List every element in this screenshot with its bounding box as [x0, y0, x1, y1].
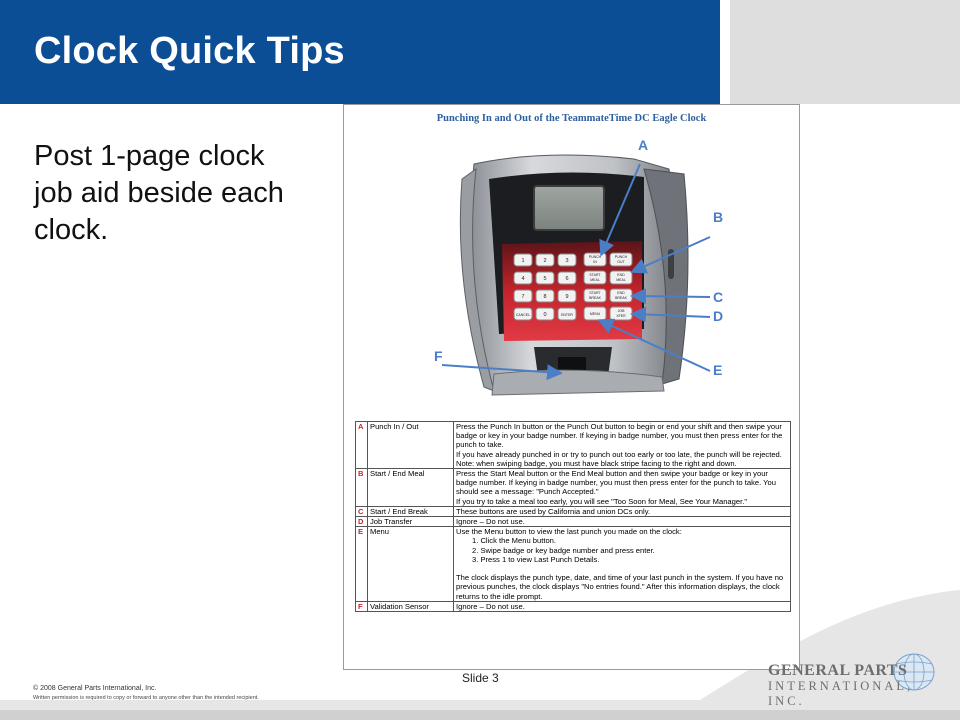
callout-b: B [713, 209, 724, 225]
svg-text:MENU: MENU [589, 312, 601, 316]
table-row [356, 422, 791, 469]
svg-text:JOB: JOB [617, 309, 625, 313]
svg-text:START: START [589, 273, 601, 277]
job-aid-table [355, 421, 791, 612]
svg-text:7: 7 [521, 294, 525, 300]
svg-text:PUNCH: PUNCH [614, 255, 628, 259]
row-description [454, 506, 791, 516]
table-row [356, 527, 791, 602]
description-line: 2. Swipe badge or key badge number and press enter. [472, 545, 655, 555]
svg-text:MEAL: MEAL [590, 278, 600, 282]
description-line: The clock displays the punch type, date, and time of your last punch in the system. If you have no previous punches, the clock displays "No entries found." After this information displays, the clock returns to the idle prompt. [456, 573, 784, 601]
callout-c: C [713, 289, 724, 305]
row-letter: A [356, 422, 368, 469]
row-description [454, 527, 791, 602]
description-line: 1. Click the Menu button. [472, 536, 556, 546]
copyright-text: © 2008 General Parts International, Inc. [33, 685, 157, 692]
table-row [356, 601, 791, 611]
svg-text:START: START [589, 291, 601, 295]
callout-a: A [638, 137, 649, 153]
row-description [454, 469, 791, 507]
svg-text:IN: IN [593, 260, 597, 264]
row-function: Start / End Break [368, 506, 454, 516]
description-line: Ignore – Do not use. [456, 517, 525, 527]
svg-text:2: 2 [543, 258, 547, 264]
header-gray-panel [730, 0, 960, 104]
svg-text:9: 9 [565, 294, 569, 300]
description-line: Press the Start Meal button or the End Meal button and then swipe your badge or key in your badge number. If keying in badge number, you must then press enter for the punch to take. You should see a message: "Punch Accepted." [456, 469, 776, 497]
company-logo [768, 652, 940, 708]
svg-text:XFER: XFER [616, 314, 626, 318]
job-aid-document [343, 104, 800, 670]
slide-number: Slide 3 [462, 671, 499, 685]
svg-text:MEAL: MEAL [616, 278, 626, 282]
description-line: If you have already punched in or try to punch out too early or too late, the punch will be rejected. [456, 449, 782, 459]
svg-text:CANCEL: CANCEL [515, 313, 531, 317]
row-letter: E [356, 527, 368, 602]
svg-text:PUNCH: PUNCH [588, 255, 602, 259]
logo-subname: INTERNATIONAL, INC. [768, 679, 914, 708]
row-function: Menu [368, 527, 454, 602]
clock-illustration [344, 129, 801, 419]
description-line: Press the Punch In button or the Punch Out button to begin or end your shift and then swipe your badge or key in your badge number. If keying in badge number, you must then press enter for the punch to take. [456, 422, 783, 450]
callout-f: F [434, 348, 443, 364]
description-line: 3. Press 1 to view Last Punch Details. [472, 554, 600, 564]
description-line: Note: when swiping badge, you must have black stripe facing to the right and down. [456, 458, 737, 468]
logo-name: GENERAL PARTS [768, 662, 908, 679]
svg-text:3: 3 [565, 258, 569, 264]
svg-text:8: 8 [543, 294, 547, 300]
row-description [454, 601, 791, 611]
description-line: These buttons are used by California and union DCs only. [456, 506, 651, 516]
description-line [456, 564, 788, 573]
table-row [356, 506, 791, 516]
callout-e: E [713, 362, 723, 378]
row-letter: B [356, 469, 368, 507]
row-letter: D [356, 517, 368, 527]
row-function: Start / End Meal [368, 469, 454, 507]
svg-text:END: END [617, 291, 625, 295]
svg-text:5: 5 [543, 276, 547, 282]
svg-text:6: 6 [565, 276, 569, 282]
keypad-row-1 [514, 253, 632, 266]
keypad-row-2 [514, 271, 632, 284]
row-description [454, 422, 791, 469]
svg-text:OUT: OUT [617, 260, 625, 264]
svg-text:4: 4 [521, 276, 525, 282]
description-line: If you try to take a meal too early, you will see "Too Soon for Meal, See Your Manager." [456, 496, 748, 506]
row-letter: F [356, 601, 368, 611]
svg-text:1: 1 [521, 258, 525, 264]
table-row [356, 469, 791, 507]
row-function: Punch In / Out [368, 422, 454, 469]
description-line: Ignore – Do not use. [456, 601, 525, 611]
row-description [454, 517, 791, 527]
keypad-row-4 [514, 307, 632, 320]
callout-d: D [713, 308, 724, 324]
svg-text:BREAK: BREAK [589, 296, 601, 300]
row-function: Validation Sensor [368, 601, 454, 611]
row-letter: C [356, 506, 368, 516]
row-function: Job Transfer [368, 517, 454, 527]
svg-text:BREAK: BREAK [615, 296, 627, 300]
svg-text:END: END [617, 273, 625, 277]
document-title: Punching In and Out of the TeammateTime DC Eagle Clock [436, 113, 707, 124]
description-line: Use the Menu button to view the last punch you made on the clock: [456, 527, 682, 537]
permission-text: Written permission is required to copy or forward to anyone other than the intended recipient. [33, 695, 259, 701]
bullet-text: Post 1-page clock job aid beside each clock. [34, 140, 284, 246]
svg-text:0: 0 [543, 312, 547, 318]
svg-text:ENTER: ENTER [561, 313, 573, 317]
keypad-row-3 [514, 289, 632, 302]
slide-title: Clock Quick Tips [34, 30, 345, 72]
table-row [356, 517, 791, 527]
